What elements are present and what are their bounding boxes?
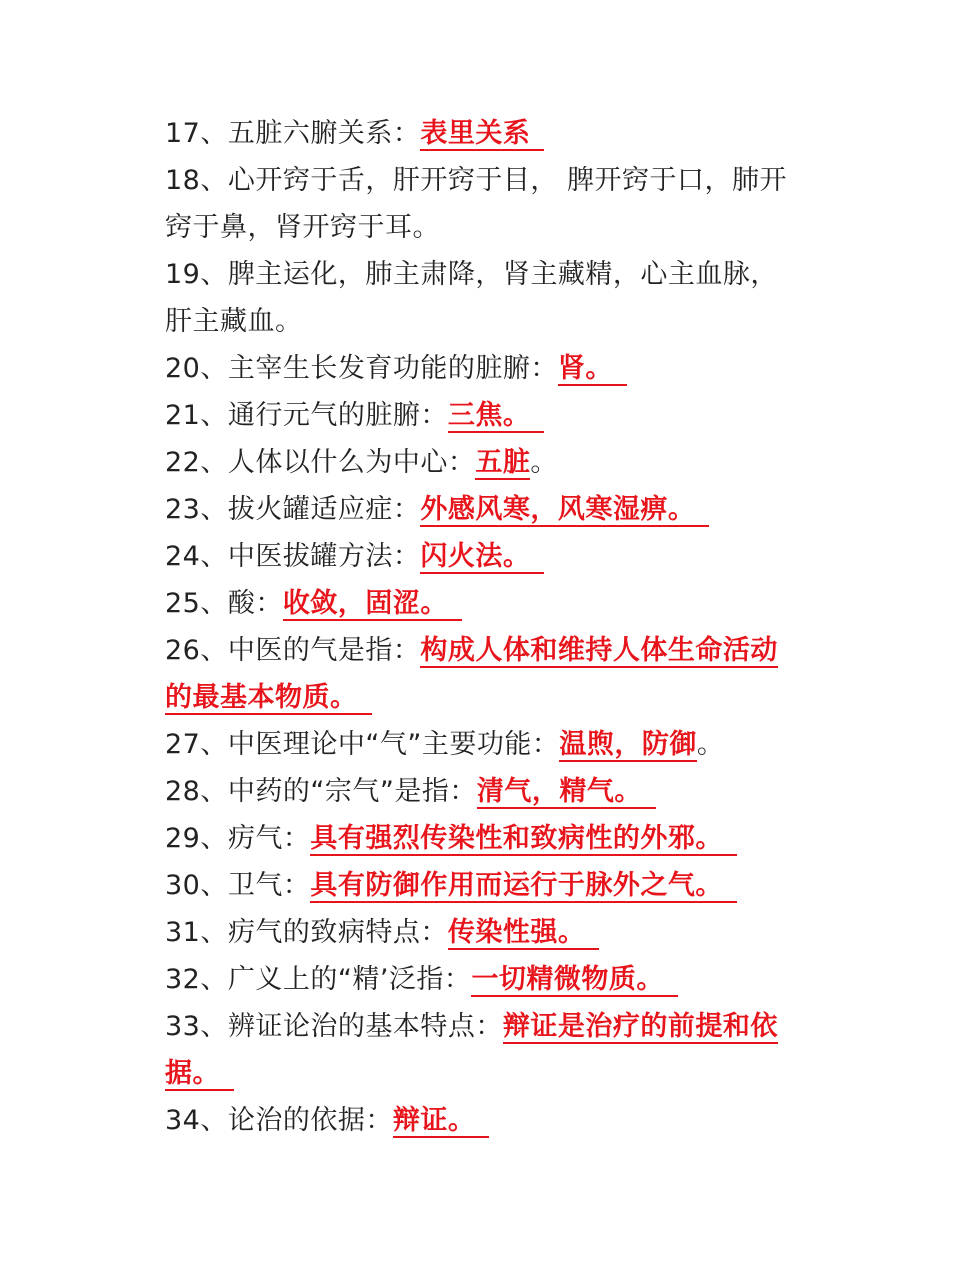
item-number: 25、 (165, 588, 228, 619)
item-number: 21、 (165, 400, 228, 431)
item-question: 论治的依据： (227, 1105, 393, 1136)
item-answer: 外感风寒，风寒湿痹。 (420, 494, 709, 527)
qa-list (165, 110, 805, 1144)
item-number: 27、 (165, 729, 228, 760)
list-item (165, 721, 805, 768)
item-answer: 构成人体和维持人体生命活动的最基本物质。 (165, 635, 778, 713)
item-answer: 三焦。 (448, 400, 545, 433)
item-number: 24、 (165, 541, 228, 572)
item-number: 29、 (165, 823, 228, 854)
item-answer: 清气，精气。 (477, 776, 656, 809)
item-number: 26、 (165, 635, 228, 666)
list-item (165, 768, 805, 815)
item-tail: 。 (530, 447, 558, 478)
item-tail: 。 (696, 729, 725, 760)
list-item (165, 251, 805, 345)
item-number: 33、 (165, 1011, 228, 1042)
item-answer: 表里关系 (420, 118, 544, 151)
item-number: 31、 (165, 917, 228, 948)
item-question: 疠气： (227, 823, 311, 854)
item-number: 18、 (165, 165, 228, 196)
item-question: 人体以什么为中心： (227, 447, 476, 478)
item-number: 22、 (165, 447, 228, 478)
list-item (165, 392, 805, 439)
list-item (165, 1003, 805, 1097)
list-item (165, 345, 805, 392)
item-answer: 温煦，防御 (559, 729, 697, 760)
list-item (165, 1097, 805, 1144)
item-answer: 肾。 (558, 353, 627, 386)
item-answer: 具有强烈传染性和致病性的外邪。 (310, 823, 737, 856)
item-number: 23、 (165, 494, 228, 525)
list-item (165, 909, 805, 956)
item-question: 中医理论中“气”主要功能： (227, 729, 560, 760)
item-answer: 传染性强。 (448, 917, 600, 950)
item-question: 广义上的“精’泛指： (227, 964, 472, 995)
item-number: 32、 (165, 964, 228, 995)
item-answer: 收敛，固涩。 (283, 588, 462, 621)
item-question: 通行元气的脏腑： (227, 400, 448, 431)
item-number: 34、 (165, 1105, 228, 1136)
item-question: 卫气： (227, 870, 311, 901)
item-question: 酸： (227, 588, 283, 619)
item-question: 辨证论治的基本特点： (227, 1011, 503, 1042)
list-item (165, 862, 805, 909)
item-question: 疠气的致病特点： (227, 917, 448, 948)
list-item (165, 956, 805, 1003)
list-item (165, 110, 805, 157)
item-answer: 闪火法。 (420, 541, 544, 574)
item-question: 主宰生长发育功能的脏腑： (227, 353, 558, 384)
item-answer: 辩证是治疗的前提和依据。 (165, 1011, 778, 1089)
item-question: 中医的气是指： (227, 635, 421, 666)
item-answer: 五脏 (475, 447, 531, 478)
item-question: 拔火罐适应症： (227, 494, 421, 525)
item-question: 心开窍于舌，肝开窍于目， 脾开窍于口，肺开窍于鼻，肾开窍于耳。 (165, 165, 787, 243)
list-item (165, 439, 805, 486)
item-number: 30、 (165, 870, 228, 901)
list-item (165, 580, 805, 627)
item-question: 脾主运化，肺主肃降，肾主藏精，心主血脉，肝主藏血。 (165, 259, 778, 337)
item-answer: 辩证。 (393, 1105, 490, 1138)
item-number: 17、 (165, 118, 228, 149)
list-item (165, 157, 805, 251)
list-item (165, 533, 805, 580)
item-number: 20、 (165, 353, 228, 384)
list-item (165, 815, 805, 862)
list-item (165, 627, 805, 721)
item-answer: 具有防御作用而运行于脉外之气。 (310, 870, 737, 903)
item-question: 中医拔罐方法： (227, 541, 421, 572)
item-question: 中药的“宗气”是指： (227, 776, 477, 807)
item-number: 19、 (165, 259, 228, 290)
list-item (165, 486, 805, 533)
item-number: 28、 (165, 776, 228, 807)
item-question: 五脏六腑关系： (227, 118, 421, 149)
item-answer: 一切精微物质。 (471, 964, 678, 997)
